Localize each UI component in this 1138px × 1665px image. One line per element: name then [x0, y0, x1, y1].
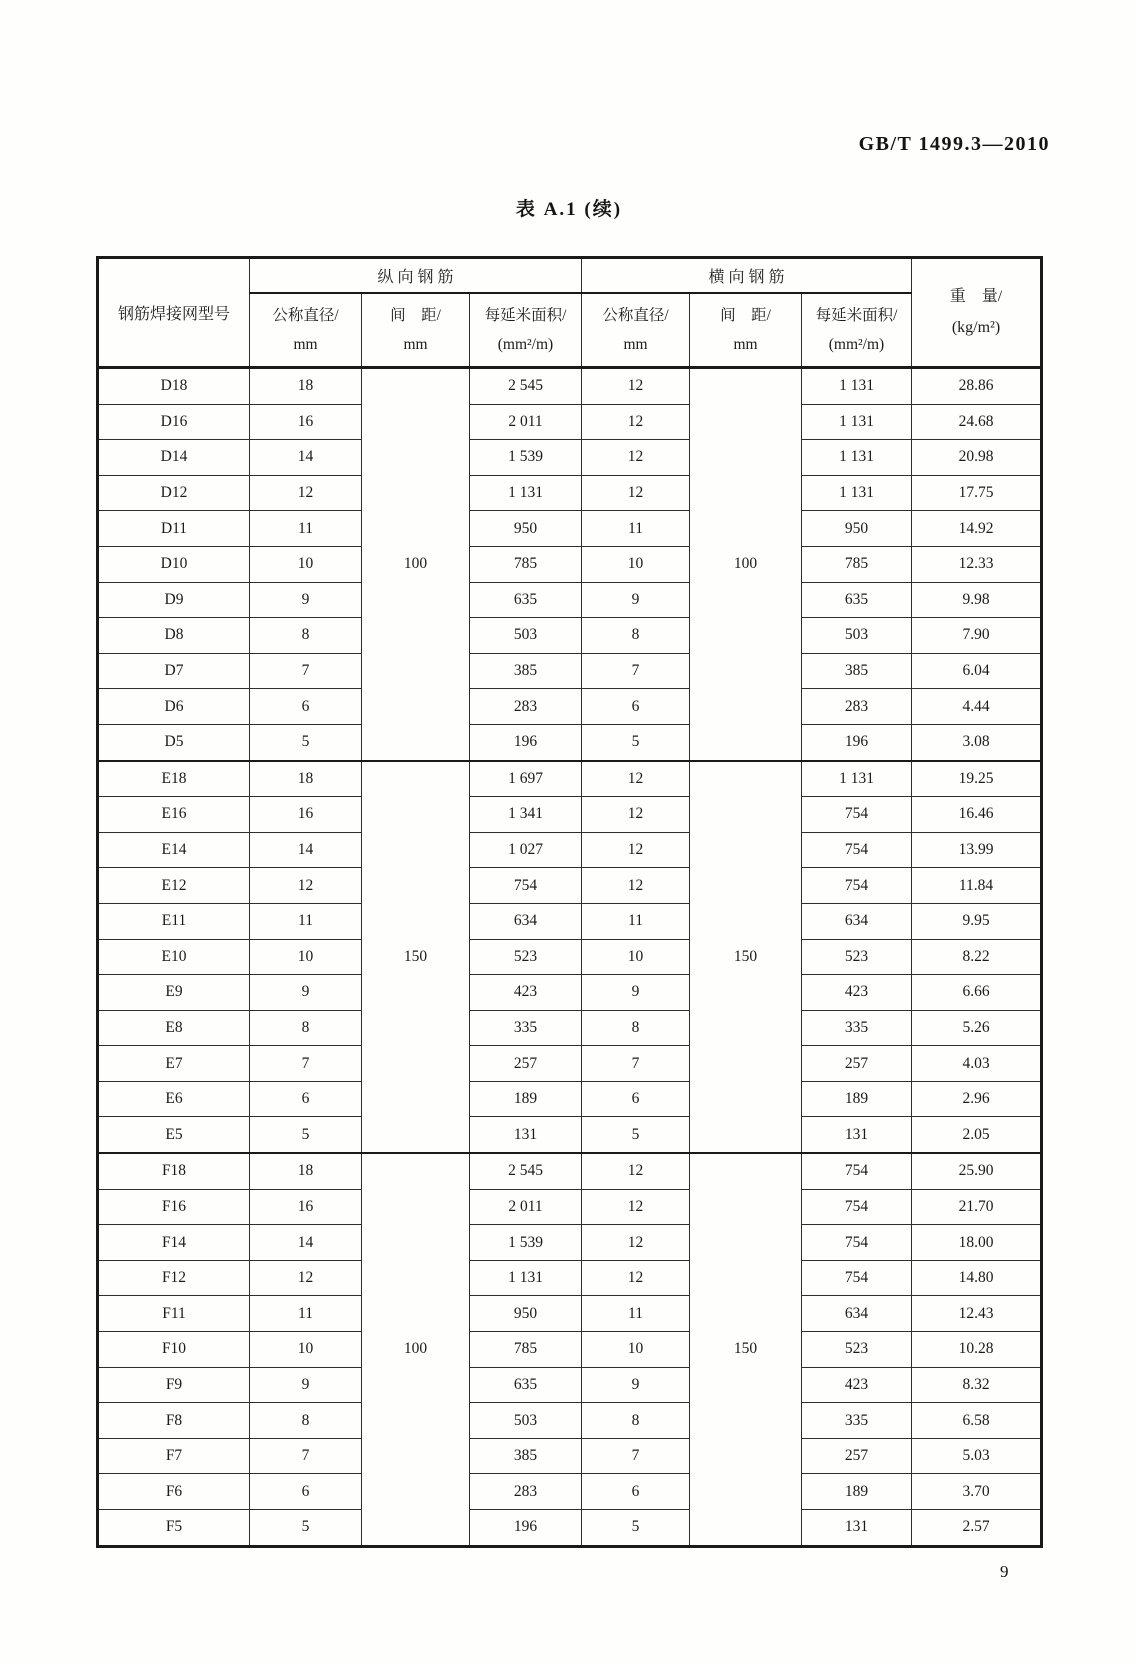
cell-long-area: 385 [470, 1438, 582, 1474]
cell-trans-area: 423 [802, 975, 912, 1011]
header-longitudinal-group: 纵 向 钢 筋 [250, 258, 582, 294]
cell-trans-diameter: 12 [582, 797, 690, 833]
table-row [98, 1438, 1042, 1474]
cell-weight: 3.70 [912, 1474, 1042, 1510]
cell-trans-diameter: 8 [582, 618, 690, 654]
cell-trans-area: 634 [802, 903, 912, 939]
cell-model: F12 [98, 1260, 250, 1296]
cell-long-area: 1 027 [470, 832, 582, 868]
cell-model: F10 [98, 1332, 250, 1368]
cell-long-diameter: 9 [250, 582, 362, 618]
cell-long-area: 131 [470, 1117, 582, 1153]
cell-trans-diameter: 6 [582, 1474, 690, 1510]
table-row [98, 1081, 1042, 1117]
cell-trans-diameter: 12 [582, 832, 690, 868]
table-body [98, 368, 1042, 1547]
cell-weight: 28.86 [912, 368, 1042, 405]
cell-long-area: 1 131 [470, 1260, 582, 1296]
cell-long-diameter: 7 [250, 653, 362, 689]
doc-code: GB/T 1499.3—2010 [858, 133, 1050, 155]
cell-model: D16 [98, 404, 250, 440]
table-title: 表 A.1 (续) [515, 199, 623, 220]
cell-trans-area: 503 [802, 618, 912, 654]
cell-long-diameter: 8 [250, 1403, 362, 1439]
table-row [98, 975, 1042, 1011]
cell-long-diameter: 14 [250, 440, 362, 476]
table-row [98, 404, 1042, 440]
table-row [98, 511, 1042, 547]
cell-trans-area: 196 [802, 724, 912, 760]
cell-trans-area: 1 131 [802, 475, 912, 511]
cell-trans-spacing: 100 [690, 368, 802, 761]
cell-trans-area: 257 [802, 1046, 912, 1082]
cell-model: E6 [98, 1081, 250, 1117]
cell-model: E14 [98, 832, 250, 868]
cell-model: E16 [98, 797, 250, 833]
cell-weight: 8.32 [912, 1367, 1042, 1403]
cell-long-area: 257 [470, 1046, 582, 1082]
cell-long-area: 1 697 [470, 761, 582, 797]
cell-long-area: 1 539 [470, 1225, 582, 1261]
long-area-unit: (mm²/m) [497, 336, 554, 353]
header-trans-spacing [690, 293, 802, 368]
cell-long-diameter: 12 [250, 868, 362, 904]
cell-long-area: 950 [470, 1296, 582, 1332]
table-row [98, 1510, 1042, 1547]
cell-long-area: 635 [470, 1367, 582, 1403]
cell-long-diameter: 9 [250, 975, 362, 1011]
cell-long-diameter: 7 [250, 1046, 362, 1082]
cell-long-diameter: 5 [250, 1510, 362, 1547]
cell-model: F16 [98, 1189, 250, 1225]
cell-long-area: 523 [470, 939, 582, 975]
table-row [98, 653, 1042, 689]
cell-weight: 16.46 [912, 797, 1042, 833]
header-group-row [98, 258, 1042, 294]
cell-model: F6 [98, 1474, 250, 1510]
cell-trans-diameter: 12 [582, 404, 690, 440]
cell-long-area: 503 [470, 1403, 582, 1439]
cell-long-diameter: 12 [250, 475, 362, 511]
trans-area-unit: (mm²/m) [828, 336, 885, 353]
table-row [98, 797, 1042, 833]
cell-long-diameter: 5 [250, 724, 362, 760]
cell-long-diameter: 11 [250, 1296, 362, 1332]
trans-diameter-unit: mm [623, 336, 648, 353]
cell-weight: 5.26 [912, 1010, 1042, 1046]
table-row [98, 1403, 1042, 1439]
cell-trans-diameter: 12 [582, 1225, 690, 1261]
cell-trans-area: 257 [802, 1438, 912, 1474]
cell-long-diameter: 6 [250, 1474, 362, 1510]
cell-trans-area: 385 [802, 653, 912, 689]
header-trans-area [802, 293, 912, 368]
table-row [98, 903, 1042, 939]
cell-trans-diameter: 11 [582, 511, 690, 547]
cell-model: D9 [98, 582, 250, 618]
cell-weight: 18.00 [912, 1225, 1042, 1261]
table-row [98, 761, 1042, 797]
table-row [98, 1296, 1042, 1332]
table-row [98, 1153, 1042, 1189]
cell-long-diameter: 10 [250, 1332, 362, 1368]
cell-long-area: 2 545 [470, 1153, 582, 1189]
cell-trans-area: 335 [802, 1403, 912, 1439]
cell-weight: 4.44 [912, 689, 1042, 725]
cell-long-diameter: 7 [250, 1438, 362, 1474]
long-spacing-unit: mm [403, 336, 428, 353]
cell-long-diameter: 11 [250, 511, 362, 547]
header-weight [912, 258, 1042, 368]
cell-long-diameter: 16 [250, 404, 362, 440]
page-number: 9 [1000, 1562, 1009, 1581]
cell-weight: 14.92 [912, 511, 1042, 547]
cell-model: F18 [98, 1153, 250, 1189]
table-row [98, 440, 1042, 476]
header-long-spacing [362, 293, 470, 368]
cell-long-diameter: 10 [250, 546, 362, 582]
table-header [98, 258, 1042, 368]
cell-long-area: 785 [470, 546, 582, 582]
table-row [98, 868, 1042, 904]
header-long-diameter [250, 293, 362, 368]
cell-model: D11 [98, 511, 250, 547]
cell-weight: 24.68 [912, 404, 1042, 440]
cell-trans-diameter: 10 [582, 939, 690, 975]
cell-trans-spacing: 150 [690, 1153, 802, 1546]
cell-model: F8 [98, 1403, 250, 1439]
cell-trans-diameter: 6 [582, 689, 690, 725]
cell-weight: 3.08 [912, 724, 1042, 760]
table-row [98, 546, 1042, 582]
cell-trans-area: 785 [802, 546, 912, 582]
cell-long-diameter: 18 [250, 761, 362, 797]
cell-long-area: 283 [470, 1474, 582, 1510]
cell-trans-area: 1 131 [802, 368, 912, 405]
cell-weight: 17.75 [912, 475, 1042, 511]
cell-model: E7 [98, 1046, 250, 1082]
cell-trans-area: 335 [802, 1010, 912, 1046]
cell-trans-area: 754 [802, 1225, 912, 1261]
table-row [98, 689, 1042, 725]
cell-weight: 4.03 [912, 1046, 1042, 1082]
trans-area-label: 每延米面积/ [815, 306, 898, 324]
table-row [98, 1189, 1042, 1225]
cell-trans-diameter: 12 [582, 868, 690, 904]
cell-long-area: 2 011 [470, 1189, 582, 1225]
cell-trans-area: 754 [802, 868, 912, 904]
table-row [98, 1117, 1042, 1153]
cell-model: D6 [98, 689, 250, 725]
cell-long-spacing: 100 [362, 1153, 470, 1546]
cell-trans-diameter: 11 [582, 903, 690, 939]
cell-model: D10 [98, 546, 250, 582]
cell-trans-area: 634 [802, 1296, 912, 1332]
table-row [98, 1367, 1042, 1403]
cell-model: E9 [98, 975, 250, 1011]
cell-trans-area: 950 [802, 511, 912, 547]
table-row [98, 618, 1042, 654]
cell-trans-diameter: 12 [582, 368, 690, 405]
cell-model: D5 [98, 724, 250, 760]
cell-weight: 7.90 [912, 618, 1042, 654]
cell-long-diameter: 18 [250, 1153, 362, 1189]
cell-weight: 12.33 [912, 546, 1042, 582]
cell-long-spacing: 150 [362, 761, 470, 1154]
cell-trans-diameter: 5 [582, 1117, 690, 1153]
header-weight-unit: (kg/m²) [951, 318, 1001, 336]
cell-long-area: 1 341 [470, 797, 582, 833]
cell-long-diameter: 6 [250, 1081, 362, 1117]
cell-trans-diameter: 9 [582, 582, 690, 618]
cell-weight: 2.57 [912, 1510, 1042, 1547]
cell-weight: 9.98 [912, 582, 1042, 618]
cell-trans-diameter: 11 [582, 1296, 690, 1332]
cell-model: D8 [98, 618, 250, 654]
cell-model: F5 [98, 1510, 250, 1547]
cell-trans-diameter: 12 [582, 1153, 690, 1189]
cell-trans-diameter: 10 [582, 546, 690, 582]
cell-long-area: 785 [470, 1332, 582, 1368]
cell-trans-area: 523 [802, 939, 912, 975]
cell-model: E5 [98, 1117, 250, 1153]
trans-spacing-label: 间 距/ [720, 306, 771, 324]
cell-long-diameter: 12 [250, 1260, 362, 1296]
cell-long-diameter: 16 [250, 1189, 362, 1225]
cell-trans-area: 754 [802, 797, 912, 833]
table-row [98, 1332, 1042, 1368]
spec-table [96, 256, 1043, 1548]
cell-trans-area: 1 131 [802, 404, 912, 440]
header-transverse-group: 横 向 钢 筋 [582, 258, 912, 294]
header-mesh-type: 钢筋焊接网型号 [98, 258, 250, 368]
cell-trans-diameter: 7 [582, 1046, 690, 1082]
cell-trans-area: 131 [802, 1510, 912, 1547]
cell-trans-diameter: 7 [582, 1438, 690, 1474]
cell-weight: 8.22 [912, 939, 1042, 975]
cell-long-diameter: 9 [250, 1367, 362, 1403]
cell-trans-diameter: 12 [582, 1260, 690, 1296]
cell-long-area: 283 [470, 689, 582, 725]
cell-long-area: 423 [470, 975, 582, 1011]
cell-long-area: 1 539 [470, 440, 582, 476]
long-spacing-label: 间 距/ [390, 306, 441, 324]
cell-trans-area: 131 [802, 1117, 912, 1153]
long-diameter-unit: mm [293, 336, 318, 353]
cell-trans-area: 754 [802, 1260, 912, 1296]
cell-long-area: 754 [470, 868, 582, 904]
cell-weight: 2.96 [912, 1081, 1042, 1117]
cell-model: D12 [98, 475, 250, 511]
table-row [98, 724, 1042, 760]
cell-long-diameter: 8 [250, 1010, 362, 1046]
table-row [98, 939, 1042, 975]
long-area-label: 每延米面积/ [484, 306, 567, 324]
cell-trans-area: 754 [802, 832, 912, 868]
trans-diameter-label: 公称直径/ [602, 306, 669, 324]
table-row [98, 582, 1042, 618]
cell-weight: 14.80 [912, 1260, 1042, 1296]
table-row [98, 368, 1042, 405]
cell-long-diameter: 5 [250, 1117, 362, 1153]
header-trans-diameter [582, 293, 690, 368]
cell-long-diameter: 14 [250, 832, 362, 868]
cell-weight: 6.58 [912, 1403, 1042, 1439]
cell-weight: 19.25 [912, 761, 1042, 797]
cell-trans-diameter: 12 [582, 475, 690, 511]
cell-trans-diameter: 6 [582, 1081, 690, 1117]
cell-model: D7 [98, 653, 250, 689]
header-long-area [470, 293, 582, 368]
cell-trans-diameter: 12 [582, 440, 690, 476]
header-weight-label: 重 量/ [949, 288, 1003, 306]
cell-trans-area: 1 131 [802, 761, 912, 797]
cell-long-area: 2 011 [470, 404, 582, 440]
cell-long-area: 385 [470, 653, 582, 689]
cell-model: D14 [98, 440, 250, 476]
cell-weight: 10.28 [912, 1332, 1042, 1368]
cell-long-area: 196 [470, 724, 582, 760]
cell-weight: 11.84 [912, 868, 1042, 904]
cell-trans-spacing: 150 [690, 761, 802, 1154]
cell-trans-area: 1 131 [802, 440, 912, 476]
cell-model: E12 [98, 868, 250, 904]
table-row [98, 475, 1042, 511]
cell-long-diameter: 14 [250, 1225, 362, 1261]
cell-weight: 25.90 [912, 1153, 1042, 1189]
cell-weight: 2.05 [912, 1117, 1042, 1153]
cell-long-area: 634 [470, 903, 582, 939]
table-row [98, 1225, 1042, 1261]
cell-model: E18 [98, 761, 250, 797]
cell-long-diameter: 18 [250, 368, 362, 405]
cell-trans-area: 189 [802, 1474, 912, 1510]
cell-long-area: 503 [470, 618, 582, 654]
cell-trans-diameter: 12 [582, 1189, 690, 1225]
cell-trans-area: 754 [802, 1153, 912, 1189]
cell-weight: 20.98 [912, 440, 1042, 476]
cell-long-area: 196 [470, 1510, 582, 1547]
cell-trans-area: 423 [802, 1367, 912, 1403]
cell-long-area: 189 [470, 1081, 582, 1117]
trans-spacing-unit: mm [733, 336, 758, 353]
long-diameter-label: 公称直径/ [272, 306, 339, 324]
cell-model: F11 [98, 1296, 250, 1332]
table-row [98, 1010, 1042, 1046]
cell-model: F7 [98, 1438, 250, 1474]
cell-model: F14 [98, 1225, 250, 1261]
cell-long-spacing: 100 [362, 368, 470, 761]
cell-weight: 5.03 [912, 1438, 1042, 1474]
cell-trans-area: 635 [802, 582, 912, 618]
cell-weight: 6.66 [912, 975, 1042, 1011]
cell-trans-diameter: 5 [582, 724, 690, 760]
cell-trans-area: 754 [802, 1189, 912, 1225]
cell-trans-area: 189 [802, 1081, 912, 1117]
cell-weight: 9.95 [912, 903, 1042, 939]
cell-model: F9 [98, 1367, 250, 1403]
cell-trans-diameter: 8 [582, 1010, 690, 1046]
table-row [98, 1046, 1042, 1082]
cell-model: D18 [98, 368, 250, 405]
cell-long-diameter: 16 [250, 797, 362, 833]
cell-trans-diameter: 9 [582, 1367, 690, 1403]
cell-trans-diameter: 5 [582, 1510, 690, 1547]
cell-long-area: 950 [470, 511, 582, 547]
cell-long-diameter: 10 [250, 939, 362, 975]
cell-long-area: 2 545 [470, 368, 582, 405]
cell-model: E10 [98, 939, 250, 975]
cell-long-area: 635 [470, 582, 582, 618]
cell-trans-area: 283 [802, 689, 912, 725]
cell-trans-diameter: 12 [582, 761, 690, 797]
cell-long-diameter: 6 [250, 689, 362, 725]
cell-long-diameter: 11 [250, 903, 362, 939]
cell-model: E8 [98, 1010, 250, 1046]
cell-weight: 6.04 [912, 653, 1042, 689]
table-row [98, 1474, 1042, 1510]
cell-model: E11 [98, 903, 250, 939]
cell-trans-diameter: 9 [582, 975, 690, 1011]
cell-weight: 13.99 [912, 832, 1042, 868]
cell-weight: 12.43 [912, 1296, 1042, 1332]
cell-trans-diameter: 10 [582, 1332, 690, 1368]
cell-trans-area: 523 [802, 1332, 912, 1368]
cell-long-area: 1 131 [470, 475, 582, 511]
cell-weight: 21.70 [912, 1189, 1042, 1225]
cell-long-diameter: 8 [250, 618, 362, 654]
cell-long-area: 335 [470, 1010, 582, 1046]
cell-trans-diameter: 8 [582, 1403, 690, 1439]
table-row [98, 832, 1042, 868]
table-row [98, 1260, 1042, 1296]
cell-trans-diameter: 7 [582, 653, 690, 689]
